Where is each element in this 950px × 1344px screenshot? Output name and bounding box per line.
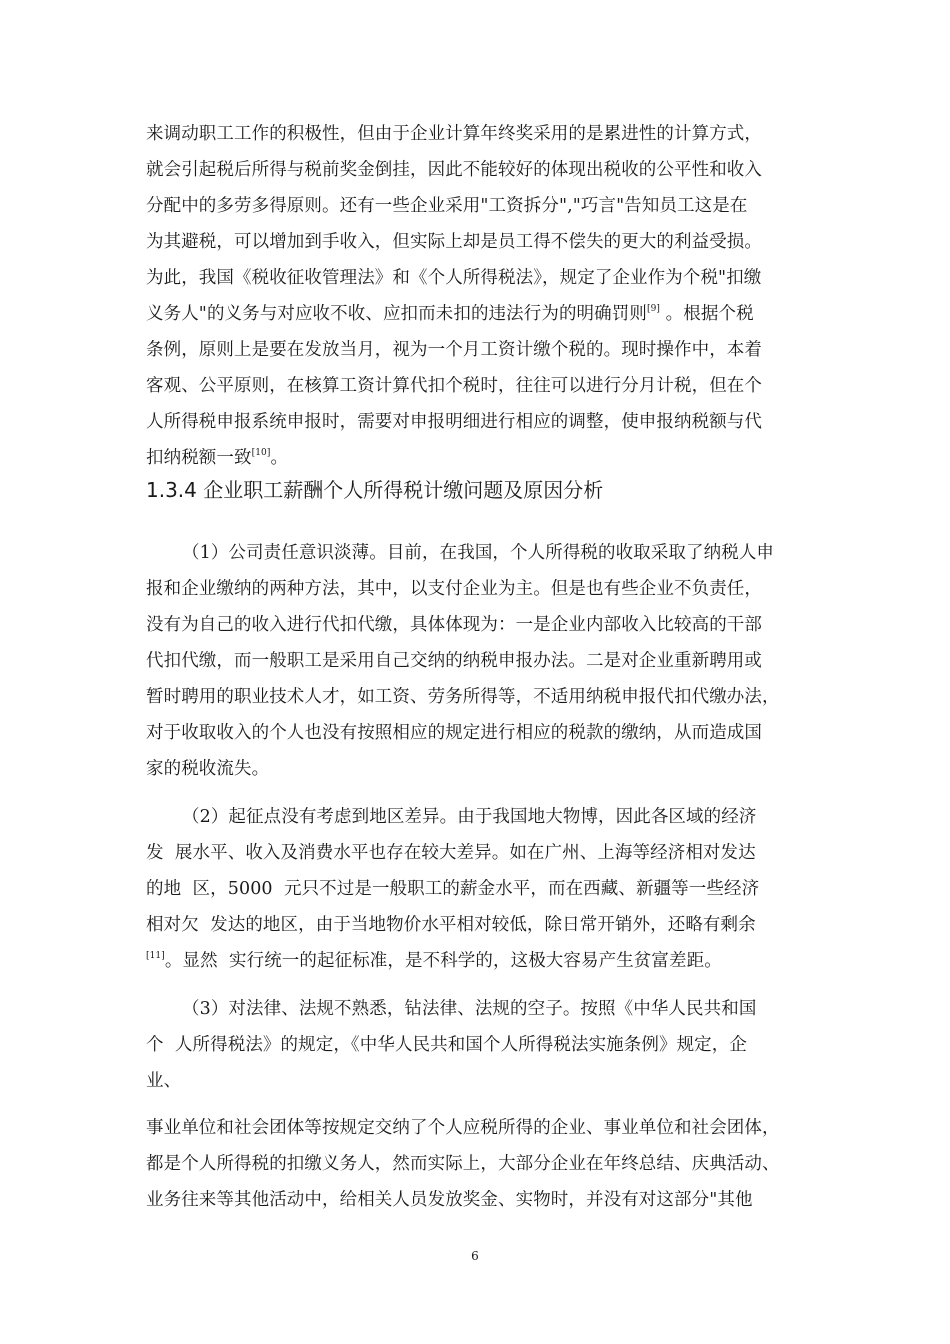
text-line: 就会引起税后所得与税前奖金倒挂，因此不能较好的体现出税收的公平性和收入: [146, 160, 762, 180]
text-line: 没有为自己的收入进行代扣代缴，具体体现为：一是企业内部收入比较高的干部: [146, 615, 762, 635]
text-line: 人所得税申报系统申报时，需要对申报明细进行相应的调整，使申报纳税额与代: [146, 412, 762, 432]
text-line: 对于收取收入的个人也没有按照相应的规定进行相应的税款的缴纳，从而造成国: [146, 723, 762, 743]
text-line: 分配中的多劳多得原则。还有一些企业采用"工资拆分","巧言"告知员工这是在: [146, 196, 748, 216]
text-line: （3）对法律、法规不熟悉，钻法律、法规的空子。按照《中华人民共和国: [182, 999, 757, 1019]
text-line: 发 展水平、收入及消费水平也存在较大差异。如在广州、上海等经济相对发达: [146, 843, 756, 863]
citation-ref: [9]: [646, 304, 661, 314]
text-line: 条例，原则上是要在发放当月，视为一个月工资计缴个税的。现时操作中，本着: [146, 340, 762, 360]
page-number: 6: [471, 1249, 479, 1263]
text-line: 的地 区，5000 元只不过是一般职工的薪金水平，而在西藏、新疆等一些经济: [146, 879, 760, 899]
text-line: 业、: [146, 1071, 182, 1091]
text-line: 为其避税，可以增加到手收入，但实际上却是员工得不偿失的更大的利益受损。: [146, 232, 762, 252]
text-line: 相对欠 发达的地区，由于当地物价水平相对较低，除日常开销外，还略有剩余: [146, 915, 756, 935]
text-line: 都是个人所得税的扣缴义务人，然而实际上，大部分企业在年终总结、庆典活动、: [146, 1154, 780, 1174]
text-line: 事业单位和社会团体等按规定交纳了个人应税所得的企业、事业单位和社会团体，: [146, 1118, 780, 1138]
text-line: 报和企业缴纳的两种方法，其中，以支付企业为主。但是也有些企业不负责任，: [146, 579, 762, 599]
text-line: （1）公司责任意识淡薄。目前，在我国，个人所得税的收取采取了纳税人申: [182, 543, 775, 563]
text-line: 家的税收流失。: [146, 759, 270, 779]
text-line: 业务往来等其他活动中，给相关人员发放奖金、实物时，并没有对这部分"其他: [146, 1190, 753, 1210]
text-line: 暂时聘用的职业技术人才，如工资、劳务所得等，不适用纳税申报代扣代缴办法，: [146, 687, 780, 707]
text-line: 个 人所得税法》的规定，《中华人民共和国个人所得税法实施条例》规定，企: [146, 1035, 747, 1055]
section-heading: 1.3.4 企业职工薪酬个人所得税计缴问题及原因分析: [146, 478, 604, 502]
text-line: 来调动职工工作的积极性，但由于企业计算年终奖采用的是累进性的计算方式，: [146, 124, 762, 144]
text-line-content: 义务人"的义务与对应收不收、应扣而未扣的违法行为的明确罚则: [146, 304, 647, 324]
text-line-content: 。显然 实行统一的起征标准，是不科学的，这极大容易产生贫富差距。: [164, 951, 722, 971]
text-line-with-citation: [146, 448, 288, 468]
citation-ref: [11]: [146, 951, 165, 961]
text-line-content: 扣纳税额一致: [146, 448, 252, 468]
citation-ref: [10]: [251, 448, 271, 458]
text-line: 为此，我国《税收征收管理法》和《个人所得税法》，规定了企业作为个税"扣缴: [146, 268, 762, 288]
text-line-tail: 。根据个税: [660, 304, 754, 324]
text-line: （2）起征点没有考虑到地区差异。由于我国地大物博，因此各区域的经济: [182, 807, 757, 827]
text-line: 客观、公平原则，在核算工资计算代扣个税时，往往可以进行分月计税，但在个: [146, 376, 762, 396]
text-line-with-citation: [146, 951, 722, 971]
text-line-tail: 。: [270, 448, 289, 468]
text-line: 代扣代缴，而一般职工是采用自己交纳的纳税申报办法。二是对企业重新聘用或: [146, 651, 762, 671]
text-line-with-citation: [146, 304, 754, 324]
